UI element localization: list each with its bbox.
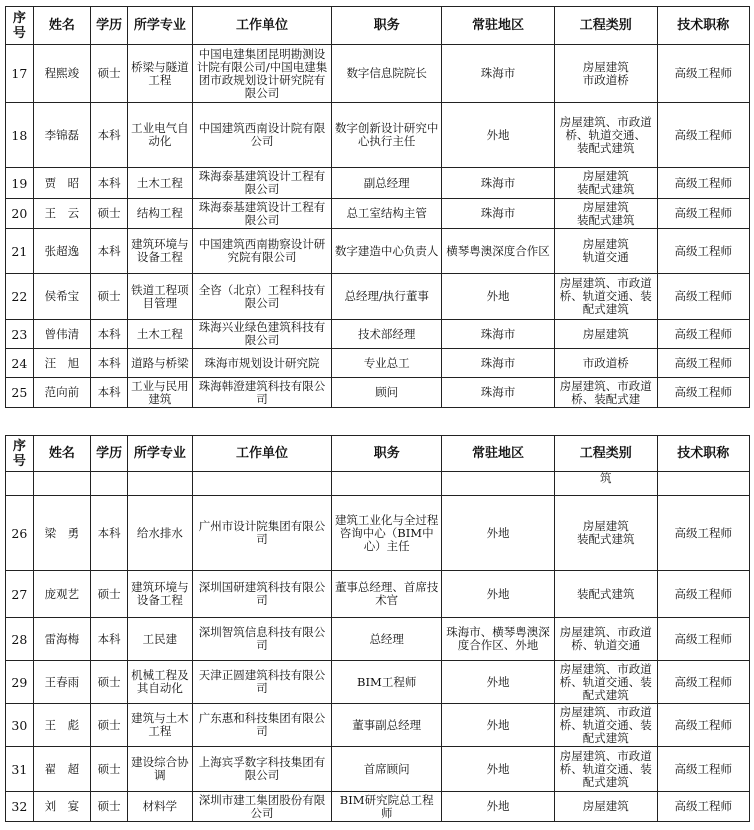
cell-area: 珠海市 (442, 199, 555, 229)
cell-major: 机械工程及其自动化 (128, 661, 193, 704)
cell-post: 数字建造中心负责人 (332, 229, 442, 274)
table-row (6, 496, 750, 571)
cell-name: 庞观艺 (33, 571, 90, 618)
cell-area: 外地 (442, 704, 555, 747)
cell-no: 21 (6, 229, 34, 274)
cell-post: 数字信息院院长 (332, 45, 442, 103)
cell-post: BIM研究院总工程师 (332, 792, 442, 822)
cell-title: 高级工程师 (657, 378, 749, 408)
cell-unit: 深圳市建工集团股份有限公司 (192, 792, 332, 822)
cell-unit: 中国建筑西南勘察设计研究院有限公司 (192, 229, 332, 274)
cell-unit: 深圳智筑信息科技有限公司 (192, 618, 332, 661)
cell-major: 工民建 (128, 618, 193, 661)
cell-unit: 中国建筑西南设计院有限公司 (192, 103, 332, 168)
cell-title: 高级工程师 (657, 274, 749, 320)
cell-unit: 珠海韩澄建筑科技有限公司 (192, 378, 332, 408)
header-unit: 工作单位 (192, 7, 332, 45)
cell-type: 房屋建筑 装配式建筑 (554, 496, 657, 571)
cell-no: 17 (6, 45, 34, 103)
cell-title: 高级工程师 (657, 618, 749, 661)
header-area: 常驻地区 (442, 436, 555, 472)
cell-edu: 本科 (91, 618, 128, 661)
header-edu: 学历 (91, 7, 128, 45)
cell-type: 房屋建筑 市政道桥 (554, 45, 657, 103)
header-type: 工程类别 (554, 7, 657, 45)
table-row (6, 274, 750, 320)
cell-edu: 硕士 (91, 704, 128, 747)
cell-type: 房屋建筑、市政道桥、轨道交通、装配式建筑 (554, 747, 657, 792)
table-1-body (6, 45, 750, 408)
cell-title: 高级工程师 (657, 704, 749, 747)
table-row (6, 320, 750, 349)
continuation-text: 筑 (554, 472, 657, 496)
cell-post: 董事总经理、首席技术官 (332, 571, 442, 618)
cell-type: 房屋建筑 轨道交通 (554, 229, 657, 274)
header-name: 姓名 (33, 7, 90, 45)
cell-area: 外地 (442, 661, 555, 704)
cell-edu: 本科 (91, 168, 128, 199)
header-edu: 学历 (91, 436, 128, 472)
cell-area: 外地 (442, 747, 555, 792)
table-row (6, 45, 750, 103)
cell-edu: 本科 (91, 349, 128, 378)
cell-post: 数字创新设计研究中心执行主任 (332, 103, 442, 168)
header-post: 职务 (332, 7, 442, 45)
cell-name: 刘 宴 (33, 792, 90, 822)
cell-title: 高级工程师 (657, 45, 749, 103)
table-row (6, 571, 750, 618)
cell-title: 高级工程师 (657, 229, 749, 274)
cell-area: 外地 (442, 571, 555, 618)
header-type: 工程类别 (554, 436, 657, 472)
cell-no: 24 (6, 349, 34, 378)
cell-type: 市政道桥 (554, 349, 657, 378)
cell-major: 建筑环境与设备工程 (128, 571, 193, 618)
cell-no: 23 (6, 320, 34, 349)
cell-area: 外地 (442, 274, 555, 320)
cell-type: 房屋建筑 (554, 792, 657, 822)
cell-no: 31 (6, 747, 34, 792)
header-title: 技术职称 (657, 436, 749, 472)
table-header-row (6, 7, 750, 45)
cell-title: 高级工程师 (657, 103, 749, 168)
table-2-body (6, 472, 750, 822)
table-row (6, 618, 750, 661)
cell-no: 30 (6, 704, 34, 747)
header-no: 序号 (6, 7, 34, 45)
cell-edu: 硕士 (91, 747, 128, 792)
cell-area: 外地 (442, 103, 555, 168)
cell-unit: 珠海泰基建筑设计工程有限公司 (192, 168, 332, 199)
cell-no: 28 (6, 618, 34, 661)
cell-title: 高级工程师 (657, 571, 749, 618)
cell-post: 首席顾问 (332, 747, 442, 792)
cell-title: 高级工程师 (657, 747, 749, 792)
cell-major: 工业电气自动化 (128, 103, 193, 168)
cell-edu: 硕士 (91, 571, 128, 618)
cell-major: 建筑与土木工程 (128, 704, 193, 747)
cell-major: 工业与民用建筑 (128, 378, 193, 408)
cell-unit: 全咨（北京）工程科技有限公司 (192, 274, 332, 320)
cell-area: 珠海市 (442, 320, 555, 349)
table-row (6, 349, 750, 378)
cell-no: 18 (6, 103, 34, 168)
cell-name: 汪 旭 (33, 349, 90, 378)
cell-type: 房屋建筑、市政道桥、轨道交通、装配式建筑 (554, 274, 657, 320)
table-row (6, 792, 750, 822)
cell-name: 王 云 (33, 199, 90, 229)
cell-name: 范向前 (33, 378, 90, 408)
cell-title: 高级工程师 (657, 168, 749, 199)
cell-edu: 本科 (91, 378, 128, 408)
cell-major: 桥梁与隧道工程 (128, 45, 193, 103)
cell-unit: 广州市设计院集团有限公司 (192, 496, 332, 571)
cell-major: 道路与桥梁 (128, 349, 193, 378)
cell-major: 建筑环境与设备工程 (128, 229, 193, 274)
cell-name: 张超逸 (33, 229, 90, 274)
cell-area: 珠海市 (442, 168, 555, 199)
cell-no: 19 (6, 168, 34, 199)
cell-name: 梁 勇 (33, 496, 90, 571)
cell-name: 贾 昭 (33, 168, 90, 199)
cell-major: 土木工程 (128, 320, 193, 349)
table-row (6, 661, 750, 704)
cell-area: 珠海市 (442, 45, 555, 103)
cell-edu: 本科 (91, 103, 128, 168)
cell-major: 材料学 (128, 792, 193, 822)
cell-major: 给水排水 (128, 496, 193, 571)
cell-unit: 珠海泰基建筑设计工程有限公司 (192, 199, 332, 229)
cell-type: 房屋建筑 装配式建筑 (554, 199, 657, 229)
table-row (6, 103, 750, 168)
cell-area: 外地 (442, 496, 555, 571)
table-header-row (6, 436, 750, 472)
header-unit: 工作单位 (192, 436, 332, 472)
cell-post: BIM工程师 (332, 661, 442, 704)
cell-edu: 硕士 (91, 661, 128, 704)
cell-no: 20 (6, 199, 34, 229)
cell-unit: 深圳国研建筑科技有限公司 (192, 571, 332, 618)
cell-post: 专业总工 (332, 349, 442, 378)
cell-area: 珠海市、横琴粤澳深度合作区、外地 (442, 618, 555, 661)
cell-edu: 本科 (91, 320, 128, 349)
cell-post: 总工室结构主管 (332, 199, 442, 229)
cell-name: 程熙竣 (33, 45, 90, 103)
header-area: 常驻地区 (442, 7, 555, 45)
cell-title: 高级工程师 (657, 320, 749, 349)
cell-unit: 上海宾孚数字科技集团有限公司 (192, 747, 332, 792)
cell-name: 曾伟清 (33, 320, 90, 349)
cell-type: 房屋建筑、市政道桥、装配式建 (554, 378, 657, 408)
cell-area: 外地 (442, 792, 555, 822)
cell-area: 珠海市 (442, 378, 555, 408)
header-post: 职务 (332, 436, 442, 472)
cell-name: 王 彪 (33, 704, 90, 747)
cell-post: 建筑工业化与全过程咨询中心（BIM中心）主任 (332, 496, 442, 571)
cell-major: 铁道工程项目管理 (128, 274, 193, 320)
cell-title: 高级工程师 (657, 199, 749, 229)
cell-unit: 天津正圆建筑科技有限公司 (192, 661, 332, 704)
header-no: 序号 (6, 436, 34, 472)
cell-type: 房屋建筑 装配式建筑 (554, 168, 657, 199)
header-major: 所学专业 (128, 7, 193, 45)
cell-edu: 硕士 (91, 199, 128, 229)
header-title: 技术职称 (657, 7, 749, 45)
cell-post: 副总经理 (332, 168, 442, 199)
cell-unit: 中国电建集团昆明勘测设计院有限公司/中国电建集团市政规划设计研究院有限公司 (192, 45, 332, 103)
cell-major: 建设综合协调 (128, 747, 193, 792)
cell-area: 珠海市 (442, 349, 555, 378)
table-row (6, 378, 750, 408)
table-row (6, 704, 750, 747)
cell-area: 横琴粤澳深度合作区 (442, 229, 555, 274)
table-row (6, 199, 750, 229)
cell-post: 总经理 (332, 618, 442, 661)
continuation-row (6, 472, 750, 496)
cell-name: 翟 超 (33, 747, 90, 792)
table-row (6, 229, 750, 274)
expert-table-2 (5, 435, 750, 822)
cell-unit: 广东惠和科技集团有限公司 (192, 704, 332, 747)
cell-type: 房屋建筑、市政道桥、轨道交通、 装配式建筑 (554, 103, 657, 168)
cell-no: 32 (6, 792, 34, 822)
cell-major: 结构工程 (128, 199, 193, 229)
cell-no: 26 (6, 496, 34, 571)
cell-edu: 硕士 (91, 792, 128, 822)
cell-name: 王春雨 (33, 661, 90, 704)
cell-type: 房屋建筑 (554, 320, 657, 349)
cell-edu: 硕士 (91, 274, 128, 320)
cell-type: 房屋建筑、市政道桥、轨道交通、装配式建筑 (554, 661, 657, 704)
cell-no: 22 (6, 274, 34, 320)
cell-type: 房屋建筑、市政道桥、轨道交通 (554, 618, 657, 661)
cell-no: 25 (6, 378, 34, 408)
cell-post: 技术部经理 (332, 320, 442, 349)
cell-post: 董事副总经理 (332, 704, 442, 747)
table-row (6, 168, 750, 199)
expert-table-1 (5, 6, 750, 408)
cell-name: 雷海梅 (33, 618, 90, 661)
cell-no: 27 (6, 571, 34, 618)
cell-post: 总经理/执行董事 (332, 274, 442, 320)
cell-title: 高级工程师 (657, 349, 749, 378)
cell-type: 房屋建筑、市政道桥、轨道交通、装配式建筑 (554, 704, 657, 747)
cell-no: 29 (6, 661, 34, 704)
cell-unit: 珠海兴业绿色建筑科技有限公司 (192, 320, 332, 349)
cell-edu: 本科 (91, 229, 128, 274)
cell-type: 装配式建筑 (554, 571, 657, 618)
cell-name: 侯希宝 (33, 274, 90, 320)
cell-title: 高级工程师 (657, 661, 749, 704)
cell-title: 高级工程师 (657, 496, 749, 571)
header-name: 姓名 (33, 436, 90, 472)
cell-edu: 硕士 (91, 45, 128, 103)
header-major: 所学专业 (128, 436, 193, 472)
cell-name: 李锦磊 (33, 103, 90, 168)
cell-major: 土木工程 (128, 168, 193, 199)
cell-edu: 本科 (91, 496, 128, 571)
cell-unit: 珠海市规划设计研究院 (192, 349, 332, 378)
cell-title: 高级工程师 (657, 792, 749, 822)
table-row (6, 747, 750, 792)
cell-post: 顾问 (332, 378, 442, 408)
